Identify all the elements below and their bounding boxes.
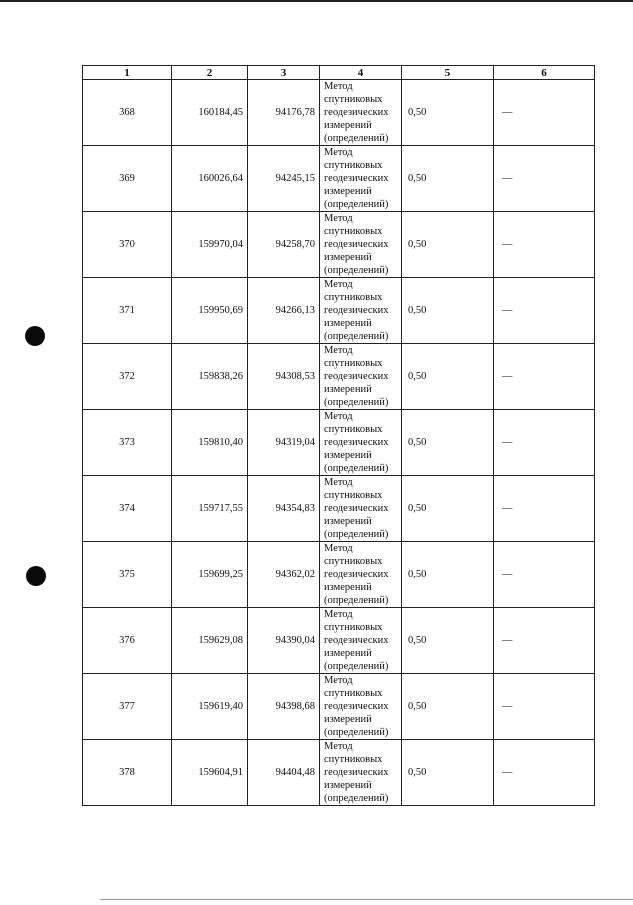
coordinates-table	[82, 65, 595, 806]
point-number-cell: 368	[83, 80, 172, 146]
method-text-line: измерений	[324, 384, 372, 395]
table-row	[83, 410, 595, 476]
accuracy-cell: 0,50	[402, 344, 494, 410]
page-bottom-line	[100, 899, 633, 900]
method-cell	[320, 542, 402, 608]
method-text-line: (определений)	[324, 265, 389, 276]
method-text-line: (определений)	[324, 793, 389, 804]
accuracy-cell: 0,50	[402, 674, 494, 740]
coordinate-x-cell: 160026,64	[172, 146, 248, 212]
accuracy-cell: 0,50	[402, 212, 494, 278]
method-text-line: измерений	[324, 120, 372, 131]
coordinate-x-cell: 159838,26	[172, 344, 248, 410]
coordinate-x-cell: 159950,69	[172, 278, 248, 344]
method-text-line: (определений)	[324, 529, 389, 540]
method-text-line: геодезических	[324, 767, 389, 778]
point-number-cell: 369	[83, 146, 172, 212]
coordinate-x-cell: 159717,55	[172, 476, 248, 542]
point-number-cell: 375	[83, 542, 172, 608]
method-text-line: измерений	[324, 186, 372, 197]
note-cell	[494, 278, 595, 344]
method-text-line: Метод	[324, 543, 353, 554]
method-cell	[320, 608, 402, 674]
note-cell	[494, 674, 595, 740]
method-text-line: спутниковых	[324, 94, 383, 105]
note-dash: —	[502, 107, 513, 118]
method-text-line: геодезических	[324, 305, 389, 316]
method-text-line: геодезических	[324, 239, 389, 250]
method-text-line: (определений)	[324, 199, 389, 210]
method-text-line: Метод	[324, 147, 353, 158]
method-text-line: Метод	[324, 279, 353, 290]
note-cell	[494, 410, 595, 476]
header-col-6: 6	[494, 66, 595, 80]
accuracy-cell: 0,50	[402, 80, 494, 146]
coordinate-y-cell: 94308,53	[248, 344, 320, 410]
method-text-line: геодезических	[324, 503, 389, 514]
method-text-line: геодезических	[324, 107, 389, 118]
header-col-3: 3	[248, 66, 320, 80]
note-cell	[494, 344, 595, 410]
table-row	[83, 146, 595, 212]
note-cell	[494, 542, 595, 608]
method-cell	[320, 80, 402, 146]
method-cell	[320, 410, 402, 476]
method-text-line: Метод	[324, 675, 353, 686]
note-dash: —	[502, 635, 513, 646]
method-text-line: (определений)	[324, 661, 389, 672]
method-text-line: спутниковых	[324, 226, 383, 237]
note-dash: —	[502, 305, 513, 316]
method-text-line: (определений)	[324, 595, 389, 606]
header-col-1: 1	[83, 66, 172, 80]
punch-hole-upper	[25, 326, 45, 346]
method-cell	[320, 476, 402, 542]
coordinate-y-cell: 94398,68	[248, 674, 320, 740]
coordinate-y-cell: 94176,78	[248, 80, 320, 146]
method-text-line: (определений)	[324, 331, 389, 342]
coordinate-x-cell: 159699,25	[172, 542, 248, 608]
accuracy-cell: 0,50	[402, 608, 494, 674]
accuracy-cell: 0,50	[402, 740, 494, 806]
page-top-border	[0, 0, 633, 2]
point-number-cell: 378	[83, 740, 172, 806]
method-text-line: Метод	[324, 213, 353, 224]
method-text-line: геодезических	[324, 569, 389, 580]
coordinate-y-cell: 94266,13	[248, 278, 320, 344]
method-cell	[320, 674, 402, 740]
method-text-line: Метод	[324, 477, 353, 488]
method-cell	[320, 146, 402, 212]
method-text-line: спутниковых	[324, 622, 383, 633]
method-text-line: измерений	[324, 252, 372, 263]
method-text-line: Метод	[324, 741, 353, 752]
accuracy-cell: 0,50	[402, 146, 494, 212]
header-col-5: 5	[402, 66, 494, 80]
accuracy-cell: 0,50	[402, 542, 494, 608]
point-number-cell: 377	[83, 674, 172, 740]
method-text-line: измерений	[324, 648, 372, 659]
method-text-line: измерений	[324, 780, 372, 791]
method-text-line: спутниковых	[324, 292, 383, 303]
coordinate-y-cell: 94258,70	[248, 212, 320, 278]
point-number-cell: 372	[83, 344, 172, 410]
coordinate-x-cell: 159619,40	[172, 674, 248, 740]
table-header-row	[83, 66, 595, 80]
method-cell	[320, 344, 402, 410]
coordinate-x-cell: 159970,04	[172, 212, 248, 278]
table-row	[83, 608, 595, 674]
note-dash: —	[502, 767, 513, 778]
note-cell	[494, 146, 595, 212]
point-number-cell: 373	[83, 410, 172, 476]
note-dash: —	[502, 503, 513, 514]
method-text-line: (определений)	[324, 397, 389, 408]
method-cell	[320, 740, 402, 806]
method-text-line: Метод	[324, 345, 353, 356]
note-dash: —	[502, 701, 513, 712]
header-col-2: 2	[172, 66, 248, 80]
note-cell	[494, 476, 595, 542]
method-text-line: измерений	[324, 450, 372, 461]
method-cell	[320, 278, 402, 344]
method-text-line: измерений	[324, 582, 372, 593]
coordinate-x-cell: 159629,08	[172, 608, 248, 674]
note-dash: —	[502, 371, 513, 382]
table-row	[83, 674, 595, 740]
coordinate-x-cell: 159810,40	[172, 410, 248, 476]
table-row	[83, 344, 595, 410]
coordinate-y-cell: 94354,83	[248, 476, 320, 542]
method-text-line: Метод	[324, 81, 353, 92]
method-text-line: геодезических	[324, 437, 389, 448]
table-row	[83, 212, 595, 278]
method-text-line: измерений	[324, 516, 372, 527]
coordinate-y-cell: 94404,48	[248, 740, 320, 806]
point-number-cell: 374	[83, 476, 172, 542]
coordinate-x-cell: 160184,45	[172, 80, 248, 146]
coordinate-y-cell: 94245,15	[248, 146, 320, 212]
table-body	[83, 80, 595, 806]
table-row	[83, 740, 595, 806]
note-cell	[494, 608, 595, 674]
note-dash: —	[502, 239, 513, 250]
note-dash: —	[502, 437, 513, 448]
method-text-line: спутниковых	[324, 490, 383, 501]
method-text-line: спутниковых	[324, 358, 383, 369]
note-dash: —	[502, 173, 513, 184]
method-text-line: геодезических	[324, 701, 389, 712]
coordinate-y-cell: 94390,04	[248, 608, 320, 674]
note-cell	[494, 212, 595, 278]
accuracy-cell: 0,50	[402, 410, 494, 476]
coordinate-y-cell: 94362,02	[248, 542, 320, 608]
method-text-line: спутниковых	[324, 556, 383, 567]
note-dash: —	[502, 569, 513, 580]
point-number-cell: 371	[83, 278, 172, 344]
method-text-line: измерений	[324, 318, 372, 329]
note-cell	[494, 740, 595, 806]
method-text-line: спутниковых	[324, 160, 383, 171]
method-text-line: (определений)	[324, 133, 389, 144]
method-text-line: спутниковых	[324, 754, 383, 765]
method-text-line: Метод	[324, 609, 353, 620]
method-text-line: спутниковых	[324, 688, 383, 699]
accuracy-cell: 0,50	[402, 278, 494, 344]
method-text-line: Метод	[324, 411, 353, 422]
table-row	[83, 278, 595, 344]
punch-hole-lower	[26, 566, 46, 586]
method-text-line: спутниковых	[324, 424, 383, 435]
method-cell	[320, 212, 402, 278]
method-text-line: измерений	[324, 714, 372, 725]
method-text-line: геодезических	[324, 173, 389, 184]
table-row	[83, 80, 595, 146]
coordinate-y-cell: 94319,04	[248, 410, 320, 476]
method-text-line: (определений)	[324, 463, 389, 474]
point-number-cell: 376	[83, 608, 172, 674]
note-cell	[494, 80, 595, 146]
point-number-cell: 370	[83, 212, 172, 278]
table-row	[83, 476, 595, 542]
method-text-line: геодезических	[324, 371, 389, 382]
coordinate-x-cell: 159604,91	[172, 740, 248, 806]
header-col-4: 4	[320, 66, 402, 80]
accuracy-cell: 0,50	[402, 476, 494, 542]
method-text-line: (определений)	[324, 727, 389, 738]
method-text-line: геодезических	[324, 635, 389, 646]
table-row	[83, 542, 595, 608]
